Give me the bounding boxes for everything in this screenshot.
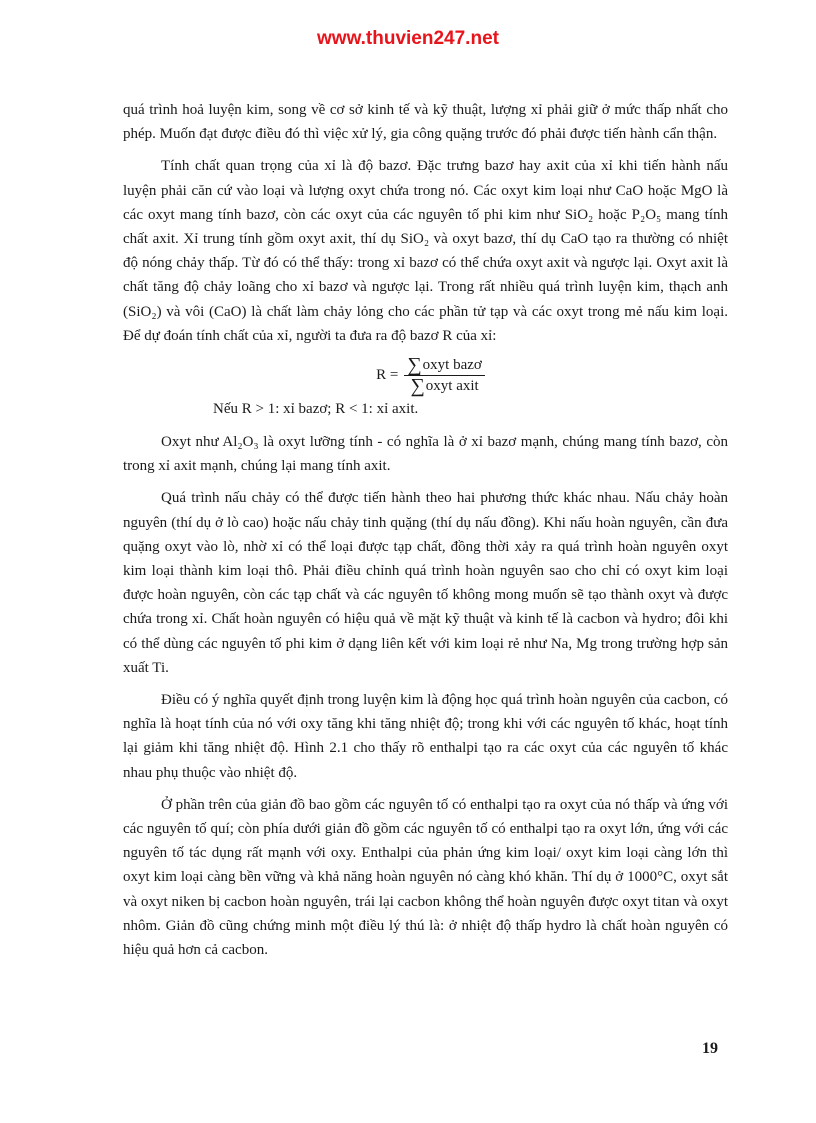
paragraph-4: Quá trình nấu chảy có thể được tiến hành theo hai phương thức khác nhau. Nấu chảy hoàn nguyên (thí dụ ở lò cao) hoặc nấu chảy tinh quặng (thí dụ nấu đồng). Khi nấu hoàn nguyên, cần đưa quặng oxyt vào lò, nhờ xỉ có thể loại được tạp chất, đồng thời xảy ra quá trình hoàn nguyên oxyt kim loại thành kim loại thô. Phải điều chỉnh quá trình hoàn nguyên sao cho chỉ có oxyt kim loại được hoàn nguyên, còn các tạp chất và các nguyên tố không mong muốn sẽ tạo thành oxyt và được chứa trong xỉ. Chất hoàn nguyên có hiệu quả về mặt kỹ thuật và kinh tế là cacbon và hydro; đôi khi có thể dùng các nguyên tố phi kim ở dạng liên kết với kim loại rẻ như Na, Mg trong trường hợp sản xuất Ti. bbox=[123, 490, 728, 676]
watermark-url: www.thuvien247.net bbox=[317, 28, 499, 49]
formula-lhs: R = bbox=[376, 367, 399, 384]
formula-fraction bbox=[404, 354, 484, 398]
denominator-text: oxyt axit bbox=[425, 378, 479, 395]
basicity-condition: Nếu R > 1: xỉ bazơ; R < 1: xỉ axit. bbox=[213, 401, 419, 418]
paragraph-6: Ở phần trên của giản đồ bao gồm các nguyên tố có enthalpi tạo ra oxyt của nó thấp và ứng với các nguyên tố quí; còn phía dưới giản đồ gồm các nguyên tố có enthalpi tạo ra oxyt lớn, ứng với các nguyên tố tác dụng rất mạnh với oxy. Enthalpi của phản ứng kim loại/ oxyt kim loại càng lớn thì oxyt kim loại càng bền vững và khả năng hoàn nguyên nó càng khó khăn. Thí dụ ở 1000°C, oxyt sắt và oxyt niken bị cacbon hoàn nguyên, trái lại cacbon không thể hoàn nguyên được oxyt titan và oxyt nhôm. Giản đồ cũng chứng minh một điều lý thú là: ở nhiệt độ thấp hydro là chất hoàn nguyên có hiệu quả hơn cả cacbon. bbox=[123, 796, 728, 959]
sigma-symbol: ∑ bbox=[407, 354, 422, 377]
paragraph-5: Điều có ý nghĩa quyết định trong luyện kim là động học quá trình hoàn nguyên của cacbon, có nghĩa là hoạt tính của nó với oxy tăng khi tăng nhiệt độ; trong khi với các nguyên tố khác, hoạt tính lại giảm khi tăng nhiệt độ. Hình 2.1 cho thấy rõ enthalpi tạo ra các oxyt của các nguyên tố khác nhau phụ thuộc vào nhiệt độ. bbox=[123, 692, 728, 781]
page-body bbox=[123, 98, 728, 970]
basicity-formula bbox=[123, 354, 728, 398]
paragraph-1: quá trình hoả luyện kim, song về cơ sở kinh tế và kỹ thuật, lượng xỉ phải giữ ở mức thấp nhất cho phép. Muốn đạt được điều đó thì việc xử lý, gia công quặng trước đó phải được tiến hành cẩn thận. bbox=[123, 102, 728, 143]
paragraph-3: Oxyt như Al₂O₃ là oxyt lưỡng tính - có nghĩa là ở xỉ bazơ mạnh, chúng mang tính bazơ, còn trong xỉ axit mạnh, chúng lại mang tính axit. bbox=[123, 434, 728, 475]
paragraph-2: Tính chất quan trọng của xỉ là độ bazơ. Đặc trưng bazơ hay axit của xỉ khi tiến hành nấu luyện phải căn cứ vào loại và lượng oxyt chứa trong nó. Các oxyt kim loại như CaO hoặc MgO là các oxyt mang tính bazơ, còn các oxyt của các nguyên tố phi kim như SiO₂ hoặc P₂O₅ mang tính chất axit. Xỉ trung tính gồm oxyt axit, thí dụ SiO₂ và oxyt bazơ, thí dụ CaO tạo ra thường có nhiệt độ nóng chảy thấp. Từ đó có thể thấy: trong xỉ bazơ có thể chứa oxyt axit và ngược lại. Oxyt axit là chất tăng độ chảy loãng cho xỉ bazơ và ngược lại. Trong rất nhiều quá trình luyện kim, thạch anh (SiO₂) và vôi (CaO) là chất làm chảy lỏng cho các phần tử tạp và các oxyt trong mẻ nấu kim loại. Để dự đoán tính chất của xỉ, người ta đưa ra độ bazơ R của xỉ: bbox=[123, 158, 728, 344]
formula-numerator bbox=[404, 356, 484, 376]
page-number: 19 bbox=[702, 1040, 718, 1057]
formula-denominator bbox=[408, 375, 482, 398]
numerator-text: oxyt bazơ bbox=[422, 357, 482, 374]
sigma-symbol: ∑ bbox=[410, 375, 425, 398]
